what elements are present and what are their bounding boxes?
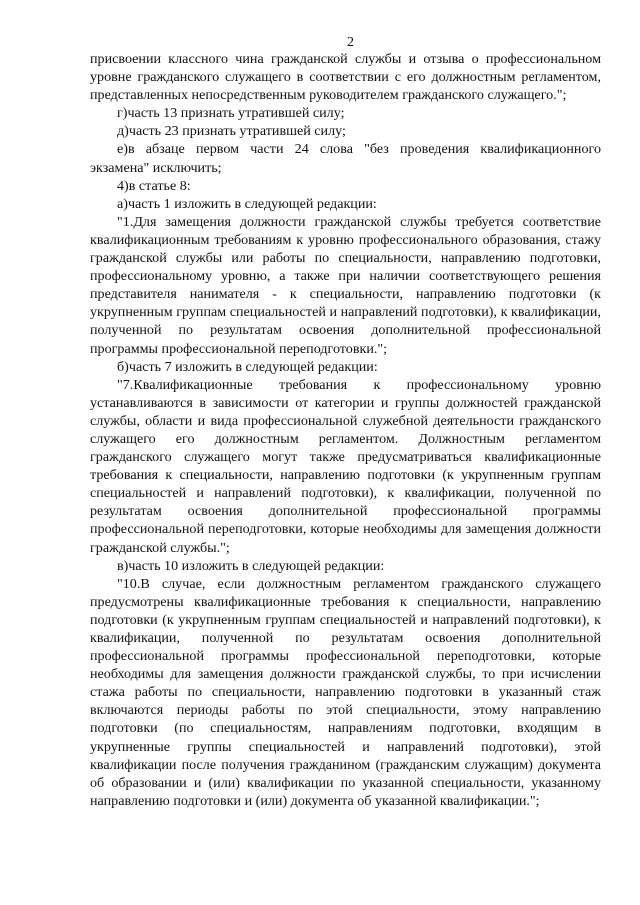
paragraph-part-10-text: "10.В случае, если должностным регламентом гражданского служащего предусмотрены квалификационные требования к специальности, направлению подготовки (к укрупненным группам специальностей и направлений подготовки), к квалификации, полученной по результатам освоения дополнительной профессиональной программы профессиональной переподготовки, которые необходимы для замещения должности гражданской службы, то при исчислении стажа работы по специальности, направлению подготовки в указанный стаж включаются периоды работы по этой специальности, этому направлению подготовки (по специальностям, направлениям подготовки, входящим в укрупненные группы специальностей и направлений подготовки), этой квалификации после получения гражданином (гражданским служащим) документа об образовании и (или) квалификации по указанной специальности, указанному направлению подготовки и (или) документа об указанной квалификации.";: [90, 575, 601, 809]
paragraph-part-1-text: "1.Для замещения должности гражданской службы требуется соответствие квалификационным требованиям к уровню профессионального образования, стажу гражданской службы или работы по специальности, направлению подготовки, профессиональному уровню, а также при наличии соответствующего решения представителя нанимателя - к специальности, направлению подготовки (к укрупненным группам специальностей и направлений подготовки), к квалификации, полученной по результатам освоения дополнительной профессиональной программы профессиональной переподготовки.";: [90, 213, 601, 357]
paragraph-continuation: присвоении классного чина гражданской службы и отзыва о профессиональном уровне гражданского служащего в соответствии с его должностным регламентом, представленных непосредственным руководителем гражданского служащего.";: [90, 51, 601, 104]
paragraph-item-b: б)часть 7 изложить в следующей редакции:: [117, 358, 378, 375]
paragraph-part-7-text: "7.Квалификационные требования к профессиональному уровню устанавливаются в зависимости от категории и группы должностей гражданской службы, области и вида профессиональной служебной деятельности гражданского служащего его должностным регламентом. Должностным регламентом гражданского служащего могут также предусматриваться квалификационные требования к специальности, направлению подготовки (к укрупненным группам специальностей и направлений подготовки), к квалификации, полученной по результатам освоения дополнительной профессиональной программы профессиональной переподготовки, которые необходимы для замещения должности гражданской службы.";: [90, 376, 601, 556]
paragraph-item-v: в)часть 10 изложить в следующей редакции:: [117, 557, 385, 574]
paragraph-article-8: 4)в статье 8:: [117, 177, 191, 194]
paragraph-item-e: е)в абзаце первом части 24 слова "без проведения квалификационного экзамена" исключить;: [90, 141, 601, 176]
paragraph-item-d: д)часть 23 признать утратившей силу;: [117, 123, 346, 140]
paragraph-item-a: а)часть 1 изложить в следующей редакции:: [117, 195, 377, 212]
paragraph-item-g: г)часть 13 признать утратившей силу;: [117, 105, 345, 122]
page-number: 2: [346, 34, 355, 50]
